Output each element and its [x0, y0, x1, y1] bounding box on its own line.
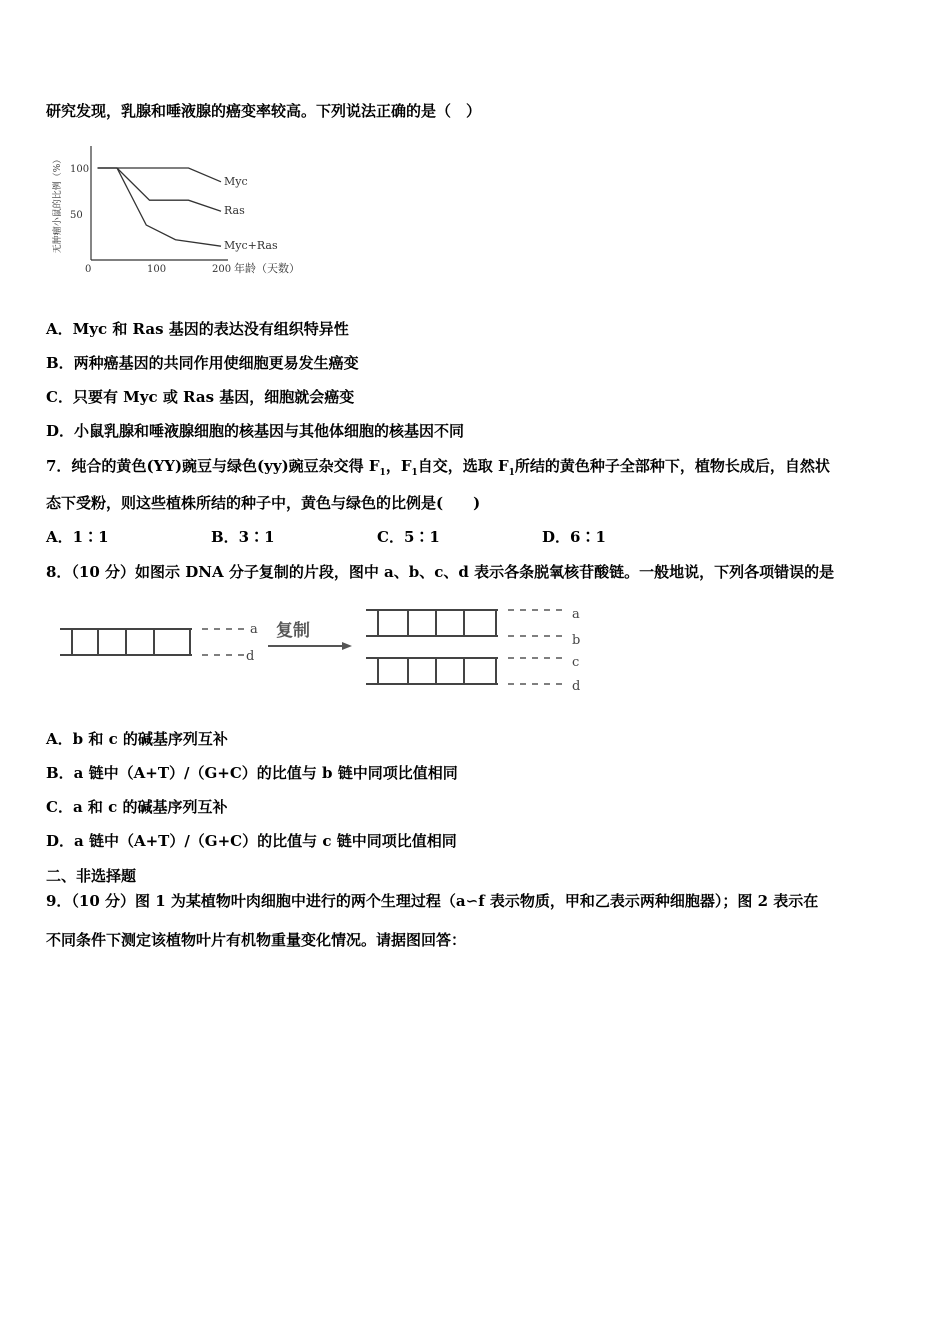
q8-option-c: C．a 和 c 的碱基序列互补 — [46, 798, 228, 816]
right-label-b: b — [572, 633, 581, 648]
series-label-myc: Myc — [224, 174, 248, 188]
dna-replication-diagram — [52, 606, 592, 698]
y-tick-label: 100 — [70, 164, 90, 175]
left-label-a: a — [250, 622, 258, 637]
chart-xlabel: 年龄（天数） — [234, 262, 300, 275]
q6-option-a: A．Myc 和 Ras 基因的表达没有组织特异性 — [46, 320, 349, 338]
chart-ylabel: 无肿瘤小鼠的比例（%） — [53, 154, 63, 254]
q9-line2: 不同条件下测定该植物叶片有机物重量变化情况。请据图回答： — [46, 931, 467, 949]
q7-option-b: B．3∶1 — [211, 528, 275, 546]
x-tick-label: 200 — [212, 264, 232, 275]
q8-option-b: B．a 链中（A+T）/（G+C）的比值与 b 链中同项比值相同 — [46, 764, 458, 782]
q7-option-c: C．5∶1 — [377, 528, 440, 546]
arrow-label: 复制 — [276, 621, 310, 641]
replication-arrow — [268, 620, 352, 650]
right-label-d: d — [572, 679, 581, 694]
series-line-myc — [98, 168, 222, 182]
q8-option-a: A．b 和 c 的碱基序列互补 — [46, 730, 228, 748]
series-label-ras: Ras — [224, 204, 245, 218]
x-tick-label: 100 — [147, 264, 167, 275]
q7-option-d: D．6∶1 — [542, 528, 606, 546]
q8-option-d: D．a 链中（A+T）/（G+C）的比值与 c 链中同项比值相同 — [46, 832, 457, 850]
q7-line2: 态下受粉，则这些植株所结的种子中，黄色与绿色的比例是( ) — [46, 494, 481, 512]
series-label-myc-ras: Myc+Ras — [224, 239, 278, 253]
section-title: 二、非选择题 — [46, 867, 137, 885]
q7-option-a: A．1∶1 — [46, 528, 109, 546]
q9-line1: 9．（10 分）图 1 为某植物叶肉细胞中进行的两个生理过程（a∽f 表示物质，甲和乙表示两种细胞器）；图 2 表示在 — [46, 892, 819, 910]
parent-dna — [60, 622, 258, 664]
q6-option-b: B．两种癌基因的共同作用使细胞更易发生癌变 — [46, 354, 359, 372]
right-label-a: a — [572, 607, 580, 622]
q6-option-d: D．小鼠乳腺和唾液腺细胞的核基因与其他体细胞的核基因不同 — [46, 422, 465, 440]
x-tick-label: 0 — [85, 264, 92, 275]
q8-intro: 8．（10 分）如图示 DNA 分子复制的片段，图中 a、b、c、d 表示各条脱氧核苷酸链。一般地说，下列各项错误的是 — [46, 563, 835, 581]
chart-axes — [91, 146, 228, 260]
daughter-dna-1 — [366, 607, 580, 648]
q7-line1: 7．纯合的黄色(YY)豌豆与绿色(yy)豌豆杂交得 $F_1$，$F_1$自交，选取 $F_1$所结的黄色种子全部种下，植物长成后，自然状 — [46, 457, 830, 478]
q6-option-c: C．只要有 Myc 或 Ras 基因，细胞就会癌变 — [46, 388, 355, 406]
daughter-dna-2 — [366, 655, 580, 694]
series-line-myc-ras — [98, 168, 222, 246]
left-label-d: d — [246, 649, 255, 664]
q6-intro: 研究发现，乳腺和唾液腺的癌变率较高。下列说法正确的是（ ） — [46, 102, 482, 120]
right-label-c: c — [572, 655, 580, 670]
tumor-free-chart — [46, 138, 316, 278]
y-tick-label: 50 — [70, 210, 83, 221]
